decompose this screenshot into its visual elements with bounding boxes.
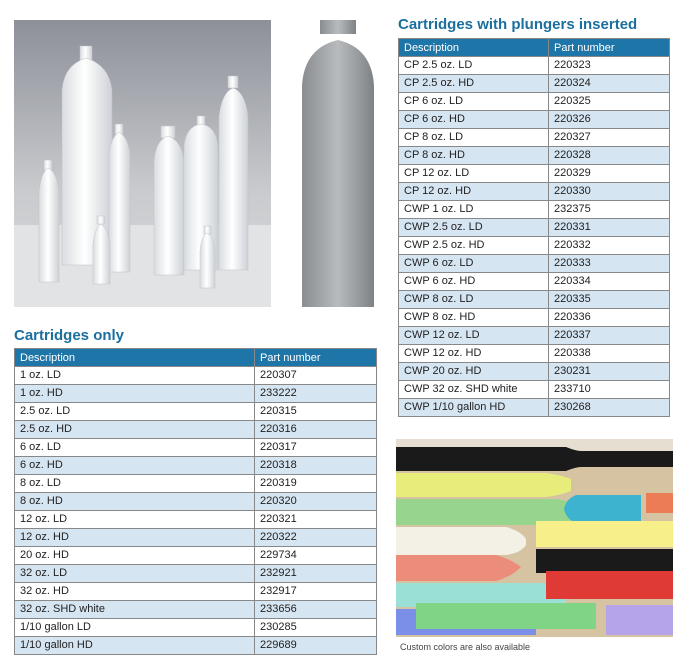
table-row: [15, 637, 377, 655]
cell-description: CWP 12 oz. HD: [399, 345, 549, 363]
column-header-part-number: Part number: [549, 39, 670, 57]
cell-part-number: 220334: [549, 273, 670, 291]
white-cartridges-photo: [14, 20, 271, 307]
table-row: [399, 363, 670, 381]
cell-part-number: 220338: [549, 345, 670, 363]
table-row: [399, 129, 670, 147]
table-row: [15, 601, 377, 619]
table-row: [15, 457, 377, 475]
cell-description: CP 12 oz. HD: [399, 183, 549, 201]
cell-description: CWP 2.5 oz. LD: [399, 219, 549, 237]
cell-part-number: 232917: [255, 583, 377, 601]
table-row: [399, 93, 670, 111]
table-row: [399, 165, 670, 183]
cell-description: 32 oz. HD: [15, 583, 255, 601]
cell-description: 2.5 oz. HD: [15, 421, 255, 439]
cell-part-number: 232921: [255, 565, 377, 583]
white-cartridges-illustration: [14, 20, 271, 307]
table-row: [399, 147, 670, 165]
cell-part-number: 220325: [549, 93, 670, 111]
cell-part-number: 220328: [549, 147, 670, 165]
table-header-row: [399, 39, 670, 57]
cell-description: CWP 1 oz. LD: [399, 201, 549, 219]
cell-description: 32 oz. LD: [15, 565, 255, 583]
table-row: [15, 547, 377, 565]
cell-part-number: 232375: [549, 201, 670, 219]
cell-part-number: 220324: [549, 75, 670, 93]
table-row: [399, 381, 670, 399]
table-row: [399, 75, 670, 93]
cell-part-number: 220315: [255, 403, 377, 421]
table-row: [399, 327, 670, 345]
cartridges-only-section-title: Cartridges only: [14, 327, 125, 344]
cell-part-number: 220323: [549, 57, 670, 75]
table-row: [15, 475, 377, 493]
cell-part-number: 220329: [549, 165, 670, 183]
table-header-row: [15, 349, 377, 367]
cell-description: 32 oz. SHD white: [15, 601, 255, 619]
cell-description: 8 oz. HD: [15, 493, 255, 511]
table-row: [399, 309, 670, 327]
cell-part-number: 233710: [549, 381, 670, 399]
column-header-part-number: Part number: [255, 349, 377, 367]
plungers-section-title: Cartridges with plungers inserted: [398, 16, 638, 33]
cell-description: 1/10 gallon LD: [15, 619, 255, 637]
table-row: [15, 439, 377, 457]
cell-description: CP 12 oz. LD: [399, 165, 549, 183]
table-row: [399, 273, 670, 291]
cell-description: CP 8 oz. LD: [399, 129, 549, 147]
cell-description: 6 oz. HD: [15, 457, 255, 475]
cell-part-number: 229734: [255, 547, 377, 565]
table-row: [399, 219, 670, 237]
table-row: [15, 385, 377, 403]
cell-part-number: 220333: [549, 255, 670, 273]
table-row: [399, 399, 670, 417]
plungers-table-body: [399, 57, 670, 417]
cell-description: CWP 6 oz. HD: [399, 273, 549, 291]
cell-description: CP 2.5 oz. LD: [399, 57, 549, 75]
photo-caption: Custom colors are also available: [400, 642, 531, 652]
table-row: [399, 183, 670, 201]
cartridges-only-parts-table: [14, 348, 377, 655]
cell-part-number: 233222: [255, 385, 377, 403]
cell-description: CWP 32 oz. SHD white: [399, 381, 549, 399]
cell-part-number: 220317: [255, 439, 377, 457]
cell-description: 12 oz. LD: [15, 511, 255, 529]
table-row: [399, 237, 670, 255]
table-row: [15, 529, 377, 547]
table-row: [399, 57, 670, 75]
cell-description: 12 oz. HD: [15, 529, 255, 547]
cell-description: CWP 2.5 oz. HD: [399, 237, 549, 255]
cell-description: CP 6 oz. HD: [399, 111, 549, 129]
cell-part-number: 220330: [549, 183, 670, 201]
table-row: [15, 403, 377, 421]
table-row: [399, 255, 670, 273]
table-row: [399, 345, 670, 363]
cell-part-number: 220316: [255, 421, 377, 439]
colored-cartridges-illustration: [396, 439, 673, 637]
cell-description: 6 oz. LD: [15, 439, 255, 457]
cell-part-number: 220337: [549, 327, 670, 345]
cell-description: CP 6 oz. LD: [399, 93, 549, 111]
cell-part-number: 220331: [549, 219, 670, 237]
cell-description: CWP 8 oz. LD: [399, 291, 549, 309]
cell-description: 1 oz. LD: [15, 367, 255, 385]
colored-cartridges-photo: [396, 439, 673, 637]
column-header-description: Description: [399, 39, 549, 57]
cell-part-number: 230285: [255, 619, 377, 637]
cell-description: CWP 1/10 gallon HD: [399, 399, 549, 417]
cell-description: CWP 8 oz. HD: [399, 309, 549, 327]
cell-part-number: 220321: [255, 511, 377, 529]
cartridges-only-table-body: [15, 367, 377, 655]
cell-part-number: 220318: [255, 457, 377, 475]
table-row: [399, 111, 670, 129]
table-row: [15, 421, 377, 439]
cell-description: 20 oz. HD: [15, 547, 255, 565]
gray-cartridge-illustration: [300, 20, 376, 307]
cell-part-number: 220307: [255, 367, 377, 385]
cell-part-number: 220326: [549, 111, 670, 129]
cell-part-number: 220327: [549, 129, 670, 147]
cell-description: CP 8 oz. HD: [399, 147, 549, 165]
gray-cartridge-photo: [300, 20, 376, 307]
cell-part-number: 220336: [549, 309, 670, 327]
table-row: [399, 291, 670, 309]
cell-part-number: 220319: [255, 475, 377, 493]
cell-part-number: 220332: [549, 237, 670, 255]
table-row: [15, 565, 377, 583]
column-header-description: Description: [15, 349, 255, 367]
cell-description: 1 oz. HD: [15, 385, 255, 403]
table-row: [15, 493, 377, 511]
table-row: [15, 511, 377, 529]
cell-part-number: 220320: [255, 493, 377, 511]
cell-description: CP 2.5 oz. HD: [399, 75, 549, 93]
table-row: [399, 201, 670, 219]
cell-description: CWP 12 oz. LD: [399, 327, 549, 345]
cell-description: CWP 6 oz. LD: [399, 255, 549, 273]
cell-part-number: 230231: [549, 363, 670, 381]
cell-part-number: 233656: [255, 601, 377, 619]
cell-part-number: 230268: [549, 399, 670, 417]
cell-description: 1/10 gallon HD: [15, 637, 255, 655]
table-row: [15, 619, 377, 637]
cell-description: CWP 20 oz. HD: [399, 363, 549, 381]
cell-part-number: 220335: [549, 291, 670, 309]
cell-description: 8 oz. LD: [15, 475, 255, 493]
table-row: [15, 583, 377, 601]
cell-description: 2.5 oz. LD: [15, 403, 255, 421]
cell-part-number: 229689: [255, 637, 377, 655]
cell-part-number: 220322: [255, 529, 377, 547]
table-row: [15, 367, 377, 385]
plungers-parts-table: [398, 38, 670, 417]
